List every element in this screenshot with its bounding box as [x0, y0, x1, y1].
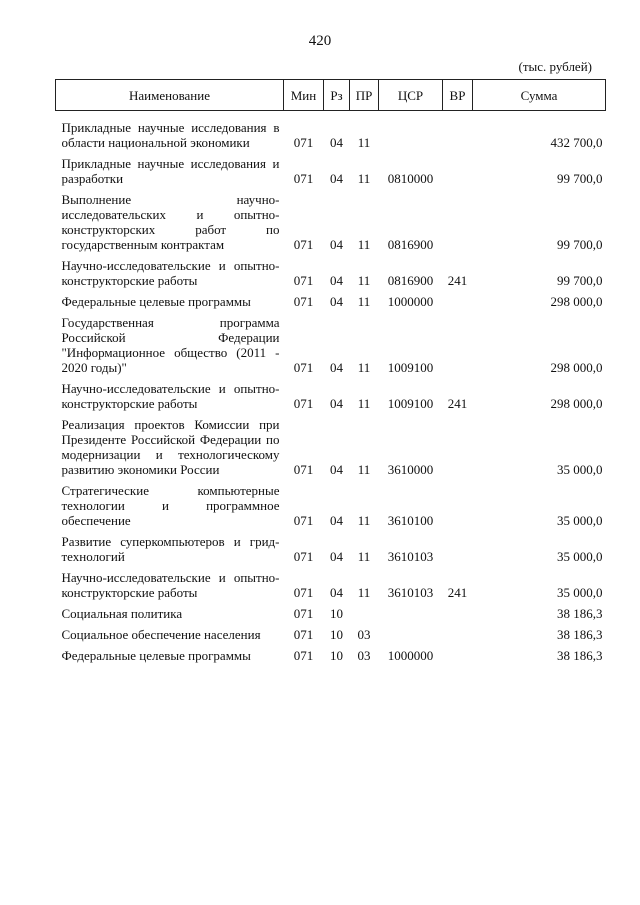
row-pr: 11: [357, 549, 371, 564]
row-vr: 241: [447, 273, 468, 288]
row-vr: [443, 645, 473, 666]
row-csr: [379, 624, 443, 645]
row-csr: 3610103: [387, 585, 434, 600]
table-row: [56, 291, 606, 312]
row-vr: [443, 624, 473, 645]
row-sum: 99 700,0: [557, 273, 603, 288]
row-csr: 0810000: [387, 171, 434, 186]
row-vr: [443, 291, 473, 312]
row-min: 071: [293, 135, 314, 150]
header-vr: ВР: [443, 80, 473, 111]
row-rz: 04: [330, 396, 343, 411]
header-csr: ЦСР: [379, 80, 443, 111]
row-min: 071: [293, 549, 314, 564]
row-pr: 11: [357, 396, 371, 411]
row-csr: 0816900: [387, 273, 434, 288]
row-vr: [443, 531, 473, 567]
row-pr: 03: [357, 627, 371, 642]
row-min: 071: [293, 171, 314, 186]
row-name: Государственная программа Российской Федерации "Информационное общество (2011 - 2020 годы)": [61, 315, 280, 375]
table-row: [56, 567, 606, 603]
row-sum: 35 000,0: [557, 549, 603, 564]
row-sum: 35 000,0: [557, 462, 603, 477]
budget-table: [55, 79, 606, 666]
table-row: [56, 378, 606, 414]
row-name: Развитие суперкомпьютеров и грид-технологий: [61, 534, 280, 564]
row-rz: 04: [330, 135, 343, 150]
row-rz: 04: [330, 585, 343, 600]
header-sum: Сумма: [473, 80, 606, 111]
table-row: [56, 189, 606, 255]
row-sum: 38 186,3: [557, 606, 603, 621]
row-sum: 35 000,0: [557, 513, 603, 528]
row-name: Научно-исследовательские и опытно-конструкторские работы: [61, 381, 280, 411]
units-label: (тыс. рублей): [518, 59, 592, 74]
row-rz: 04: [330, 360, 343, 375]
row-sum: 298 000,0: [550, 294, 603, 309]
row-vr: [443, 480, 473, 531]
header-name: Наименование: [56, 80, 284, 111]
row-sum: 38 186,3: [557, 648, 603, 663]
row-rz: 04: [330, 513, 343, 528]
row-pr: 11: [357, 171, 371, 186]
header-rz: Рз: [324, 80, 350, 111]
row-name: Прикладные научные исследования и разработки: [61, 156, 280, 186]
row-csr: 3610100: [387, 513, 434, 528]
row-sum: 298 000,0: [550, 360, 603, 375]
row-csr: 3610103: [387, 549, 434, 564]
row-rz: 04: [330, 171, 343, 186]
row-name: Реализация проектов Комиссии при Президенте Российской Федерации по модернизации и технологическому развитию экономики России: [61, 417, 280, 477]
table-row: [56, 312, 606, 378]
table-row: [56, 153, 606, 189]
table-row: [56, 531, 606, 567]
row-csr: [379, 111, 443, 154]
row-pr: 11: [357, 585, 371, 600]
row-min: 071: [293, 513, 314, 528]
row-rz: 10: [330, 627, 343, 642]
row-vr: [443, 312, 473, 378]
row-pr: [350, 603, 379, 624]
row-name: Научно-исследовательские и опытно-конструкторские работы: [61, 258, 280, 288]
row-csr: [379, 603, 443, 624]
row-name: Федеральные целевые программы: [61, 648, 251, 663]
header-pr: ПР: [350, 80, 379, 111]
row-pr: 11: [357, 294, 371, 309]
row-vr: [443, 603, 473, 624]
table-row: [56, 111, 606, 154]
row-name: Прикладные научные исследования в области национальной экономики: [61, 120, 280, 150]
table-row: [56, 255, 606, 291]
table-row: [56, 645, 606, 666]
table-body: [56, 111, 606, 667]
row-vr: 241: [447, 585, 468, 600]
row-vr: [443, 414, 473, 480]
row-min: 071: [293, 294, 314, 309]
table-row: [56, 624, 606, 645]
row-sum: 99 700,0: [557, 171, 603, 186]
header-min: Мин: [284, 80, 324, 111]
page-number: 420: [308, 33, 332, 49]
row-vr: 241: [447, 396, 468, 411]
row-csr: 1009100: [387, 360, 434, 375]
row-min: 071: [293, 360, 314, 375]
row-vr: [443, 189, 473, 255]
row-name: Социальная политика: [61, 606, 183, 621]
row-pr: 11: [357, 273, 371, 288]
row-rz: 04: [330, 294, 343, 309]
row-name: Выполнение научно-исследовательских и опытно-конструкторских работ по государственным контрактам: [61, 192, 280, 252]
row-rz: 04: [330, 237, 343, 252]
row-csr: 1009100: [387, 396, 434, 411]
row-name: Социальное обеспечение населения: [61, 627, 261, 642]
row-csr: 3610000: [387, 462, 434, 477]
row-csr: 1000000: [387, 294, 434, 309]
row-pr: 11: [357, 513, 371, 528]
row-min: 071: [293, 606, 314, 621]
row-sum: 99 700,0: [557, 237, 603, 252]
row-rz: 04: [330, 549, 343, 564]
row-min: 071: [293, 237, 314, 252]
table-row: [56, 414, 606, 480]
row-name: Федеральные целевые программы: [61, 294, 251, 309]
row-sum: 432 700,0: [550, 135, 603, 150]
row-min: 071: [293, 585, 314, 600]
row-rz: 04: [330, 462, 343, 477]
row-name: Стратегические компьютерные технологии и программное обеспечение: [61, 483, 280, 528]
row-vr: [443, 111, 473, 154]
row-sum: 35 000,0: [557, 585, 603, 600]
row-pr: 11: [357, 135, 371, 150]
row-vr: [443, 153, 473, 189]
row-min: 071: [293, 273, 314, 288]
row-csr: 1000000: [387, 648, 434, 663]
row-sum: 298 000,0: [550, 396, 603, 411]
table-row: [56, 603, 606, 624]
table-row: [56, 480, 606, 531]
row-rz: 10: [330, 606, 343, 621]
row-pr: 11: [357, 237, 371, 252]
row-min: 071: [293, 627, 314, 642]
row-min: 071: [293, 396, 314, 411]
row-name: Научно-исследовательские и опытно-конструкторские работы: [61, 570, 280, 600]
row-pr: 11: [357, 360, 371, 375]
row-rz: 10: [330, 648, 343, 663]
row-pr: 11: [357, 462, 371, 477]
row-csr: 0816900: [387, 237, 434, 252]
table-header: [56, 80, 606, 111]
row-min: 071: [293, 462, 314, 477]
row-pr: 03: [357, 648, 371, 663]
row-rz: 04: [330, 273, 343, 288]
row-sum: 38 186,3: [557, 627, 603, 642]
row-min: 071: [293, 648, 314, 663]
